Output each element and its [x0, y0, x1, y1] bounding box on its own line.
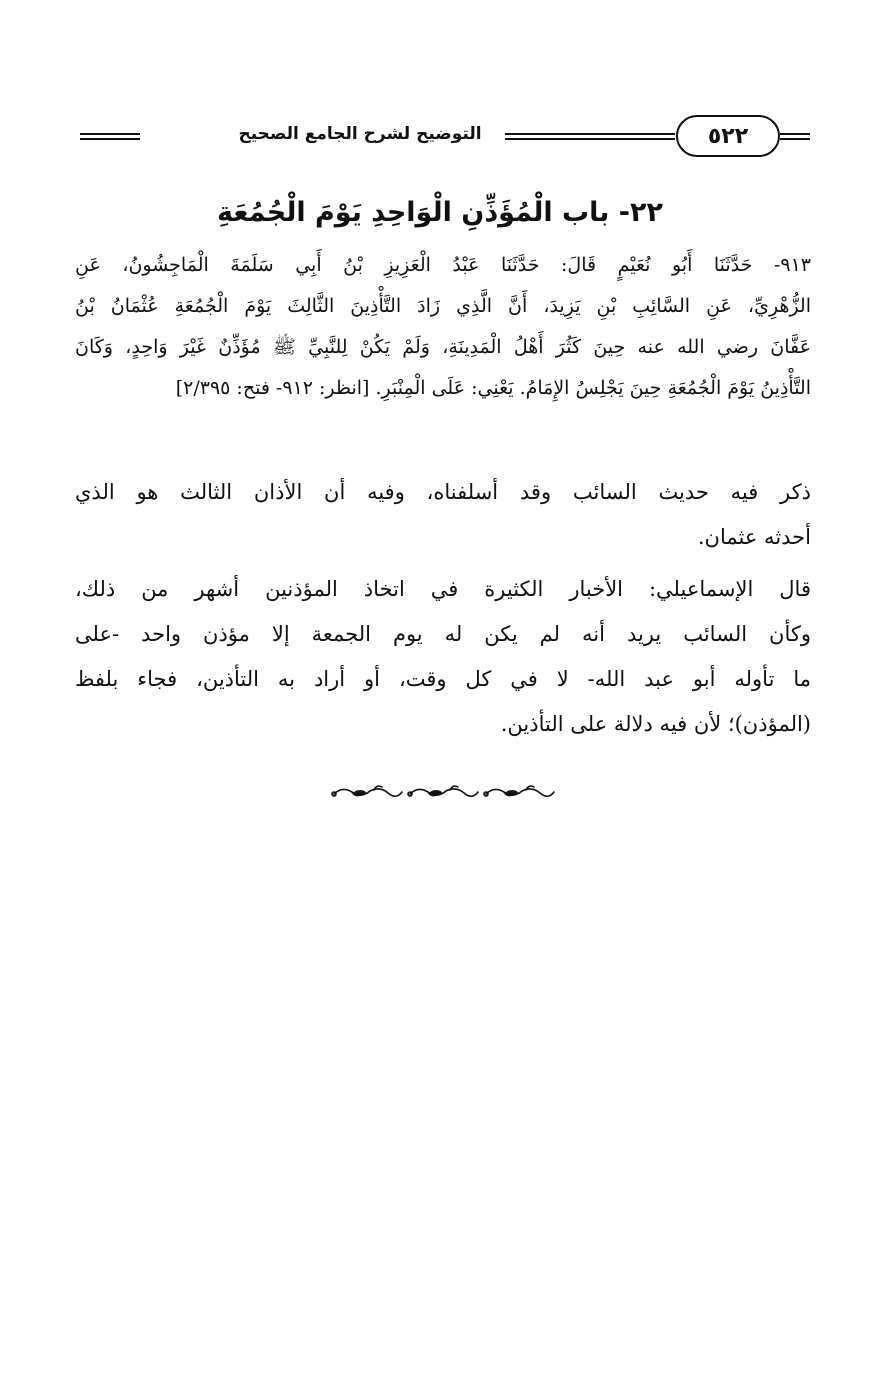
running-header — [70, 112, 810, 162]
commentary-line: قال الإسماعيلي: الأخبار الكثيرة في اتخاذ المؤذنين أشهر من ذلك، — [75, 577, 811, 601]
hadith-line: ٩١٣- حَدَّثَنَا أَبُو نُعَيْمٍ قَالَ: حَدَّثَنَا عَبْدُ الْعَزِيزِ بْنُ أَبِي سَلَمَةَ الْمَاجِشُونُ، عَنِ — [75, 254, 811, 276]
running-title: التوضيح لشرح الجامع الصحيح — [238, 124, 482, 144]
commentary-paragraph-1 — [75, 470, 811, 560]
commentary-paragraph-2 — [75, 567, 811, 747]
commentary-line: أحدثه عثمان. — [697, 525, 811, 549]
header-rule-right — [780, 133, 810, 140]
commentary-line: ما تأوله أبو عبد الله- لا في كل وقت، أو أراد به التأذين، فجاء بلفظ — [75, 667, 811, 691]
header-rule-middle — [505, 133, 675, 140]
page-number-frame — [676, 115, 780, 157]
header-rule-left — [80, 133, 140, 140]
hadith-line: التَّأْذِينُ يَوْمَ الْجُمُعَةِ حِينَ يَجْلِسُ الإِمَامُ. يَعْنِي: عَلَى الْمِنْبَرِ. [انظر: ٩١٢- فتح: ٢/٣٩٥] — [175, 377, 811, 399]
hadith-line: الزُّهْرِيِّ، عَنِ السَّائِبِ بْنِ يَزِيدَ، أَنَّ الَّذِي زَادَ التَّأْذِينَ الثَّالِثَ يَوْمَ الْجُمُعَةِ عُثْمَانُ بْنُ — [75, 295, 811, 317]
page-number: ٥٢٢ — [707, 123, 749, 149]
hadith-line: عَفَّانَ رضي الله عنه حِينَ كَثُرَ أَهْلُ الْمَدِينَةِ، وَلَمْ يَكُنْ لِلنَّبِيِّ ﷺ مُؤَذِّنٌ غَيْرَ وَاحِدٍ، وَكَانَ — [75, 336, 811, 358]
commentary-line: ذكر فيه حديث السائب وقد أسلفناه، وفيه أن الأذان الثالث هو الذي — [75, 480, 811, 504]
commentary-line: (المؤذن)؛ لأن فيه دلالة على التأذين. — [500, 712, 811, 736]
floral-divider-icon — [330, 778, 555, 808]
chapter-title: ٢٢- باب الْمُؤَذِّنِ الْوَاحِدِ يَوْمَ الْجُمُعَةِ — [217, 197, 663, 228]
commentary-line: وكأن السائب يريد أنه لم يكن له يوم الجمعة إلا مؤذن واحد -على — [75, 622, 811, 646]
hadith-text — [75, 245, 811, 409]
